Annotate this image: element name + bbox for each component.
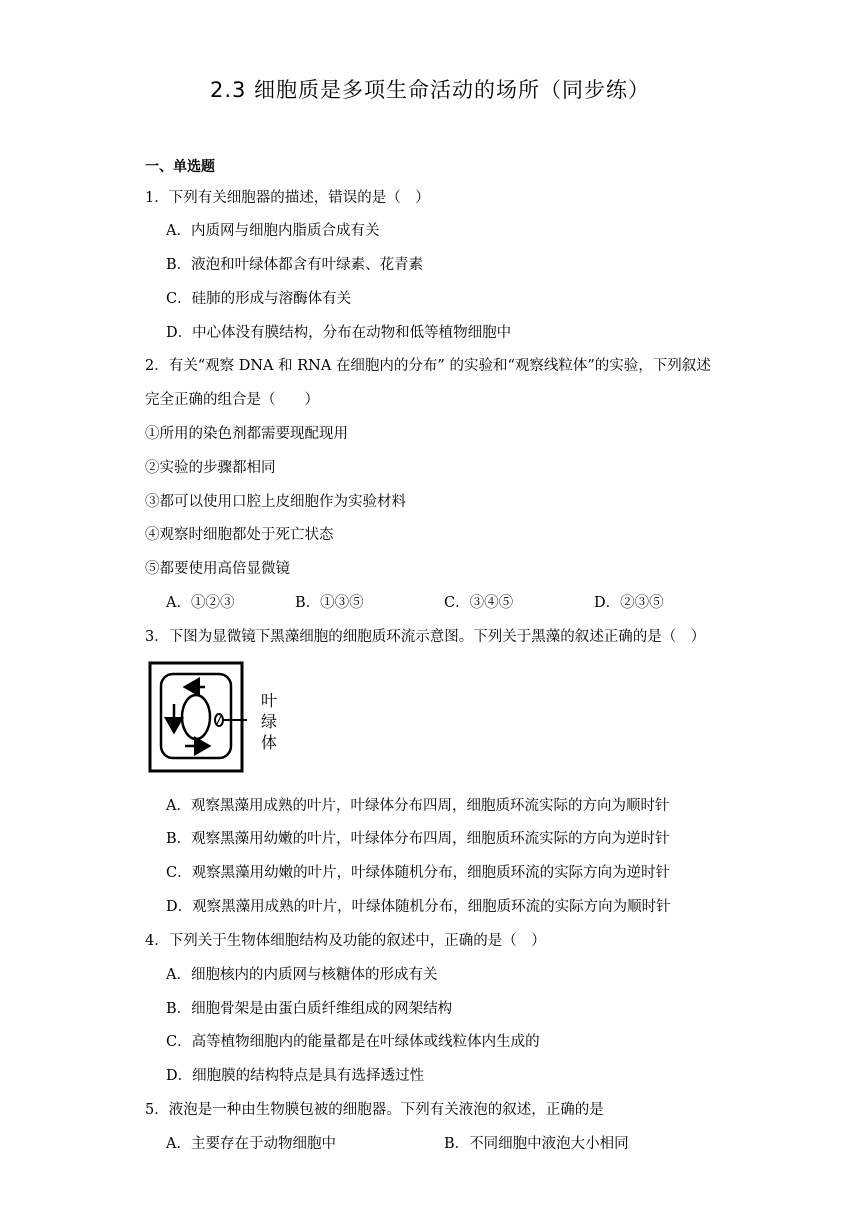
- question-4-option-a: A．细胞核内的内质网与核糖体的形成有关: [166, 967, 438, 983]
- page-title: 2.3 细胞质是多项生命活动的场所（同步练）: [209, 78, 651, 102]
- question-1-stem: 1．下列有关细胞器的描述，错误的是（ ）: [145, 190, 430, 206]
- question-1-option-b: B．液泡和叶绿体都含有叶绿素、花青素: [166, 257, 424, 273]
- question-5-option-a: A．主要存在于动物细胞中: [166, 1136, 336, 1152]
- question-4-stem: 4．下列关于生物体细胞结构及功能的叙述中，正确的是（ ）: [145, 933, 546, 949]
- question-3-option-a: A．观察黑藻用成熟的叶片，叶绿体分布四周，细胞质环流实际的方向为顺时针: [166, 798, 670, 814]
- question-2-statement-1: ①所用的染色剂都需要现配现用: [145, 426, 348, 442]
- question-1-option-c: C．硅肺的形成与溶酶体有关: [166, 291, 352, 307]
- question-2-statement-2: ②实验的步骤都相同: [145, 460, 276, 476]
- question-4-option-c: C．高等植物细胞内的能量都是在叶绿体或线粒体内生成的: [166, 1034, 540, 1050]
- figure-label-char-2: 绿: [260, 712, 277, 731]
- question-3-option-c: C．观察黑藻用幼嫩的叶片，叶绿体随机分布，细胞质环流的实际方向为逆时针: [166, 865, 671, 881]
- vacuole: [182, 695, 210, 739]
- question-2-option-a: A．①②③: [166, 595, 235, 611]
- figure-label-char-3: 体: [260, 733, 277, 752]
- question-2-stem-line1: 2．有关“观察 DNA 和 RNA 在细胞内的分布” 的实验和“观察线粒体”的实验，下列叙述: [145, 358, 711, 374]
- question-2-statement-3: ③都可以使用口腔上皮细胞作为实验材料: [145, 494, 406, 510]
- question-1-option-a: A．内质网与细胞内脂质合成有关: [166, 223, 380, 239]
- figure-label-char-1: 叶: [260, 691, 277, 710]
- question-3-option-b: B．观察黑藻用幼嫩的叶片，叶绿体分布四周，细胞质环流实际的方向为逆时针: [166, 831, 670, 847]
- question-1-option-d: D．中心体没有膜结构，分布在动物和低等植物细胞中: [166, 325, 512, 341]
- question-2-statement-4: ④观察时细胞都处于死亡状态: [145, 527, 334, 543]
- question-4-option-d: D．细胞膜的结构特点是具有选择透过性: [166, 1068, 425, 1084]
- section-heading: 一、单选题: [145, 159, 215, 175]
- question-3-option-d: D．观察黑藻用成熟的叶片，叶绿体随机分布，细胞质环流的实际方向为顺时针: [166, 899, 671, 915]
- question-2-option-c: C．③④⑤: [444, 595, 514, 611]
- question-2-option-b: B．①③⑤: [295, 595, 364, 611]
- cytoplasm-streaming-figure: [147, 660, 287, 776]
- question-2-stem-line2: 完全正确的组合是（ ）: [145, 392, 319, 408]
- question-2-option-d: D．②③⑤: [594, 595, 664, 611]
- question-5-option-b: B．不同细胞中液泡大小相同: [444, 1136, 629, 1152]
- question-5-stem: 5．液泡是一种由生物膜包被的细胞器。下列有关液泡的叙述，正确的是: [145, 1102, 604, 1118]
- question-3-stem: 3．下图为显微镜下黑藻细胞的细胞质环流示意图。下列关于黑藻的叙述正确的是（ ）: [145, 629, 706, 645]
- cell-diagram: [147, 660, 247, 776]
- question-2-statement-5: ⑤都要使用高倍显微镜: [145, 561, 290, 577]
- question-4-option-b: B．细胞骨架是由蛋白质纤维组成的网架结构: [166, 1001, 453, 1017]
